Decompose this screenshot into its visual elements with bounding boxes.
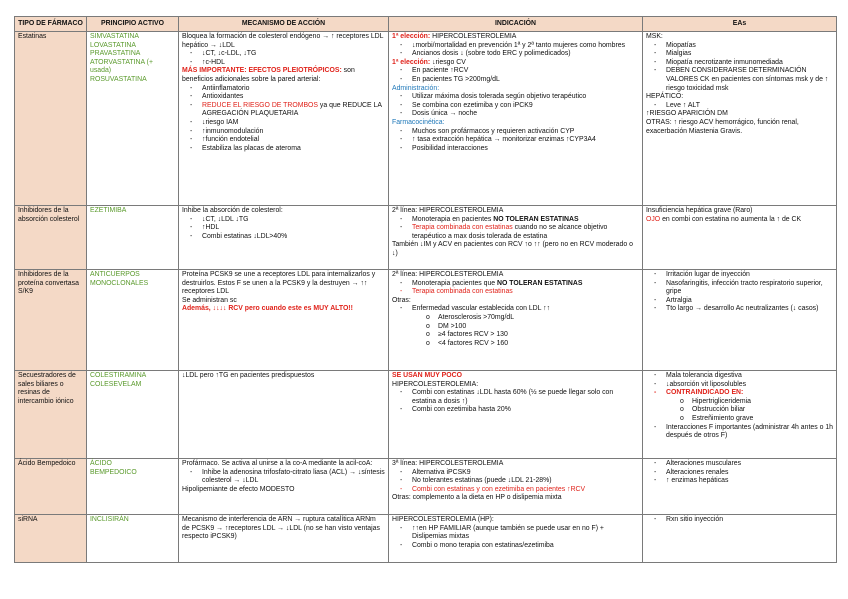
cell-tipo-pcsk9: Inhibidores de la proteína convertasa S/K9	[15, 270, 87, 371]
drug-name: COLESTIRAMINA	[90, 372, 147, 379]
list-item	[392, 216, 639, 225]
mecanismo-text: Proteína PCSK9 se une a receptores LDL para internalizarlos y destruirlos. Estos F se unen a la PCSK9 y la destruyen → ↑↑ receptores LDL	[182, 271, 376, 296]
drug-name: ÁCIDO	[90, 460, 112, 467]
eas-section-label: MSK:	[646, 33, 663, 40]
hypolipidemic-drugs-table	[14, 16, 837, 563]
mecanismo-intro: Inhibe la absorción de colesterol:	[182, 207, 283, 214]
list-item: - Inhibe la adenosina trifosfato-citrato liasa (ACL) → ↓síntesis colesterol → ↓LDL	[182, 469, 385, 486]
sub-list-item: o DM >100	[392, 323, 639, 332]
list-item: - Posibilidad interacciones	[392, 145, 639, 154]
list-item: - ↑c-HDL	[182, 59, 385, 68]
list-item: - Mala tolerancia digestiva	[646, 372, 833, 381]
eas-note-text: en combi con estatina no aumenta la ↑ de CK	[660, 215, 802, 223]
row-absorcion	[15, 206, 837, 270]
list-item: - ↑función endotelial	[182, 136, 385, 145]
indication-title: 2ª línea: HIPERCOLESTEROLEMIA	[392, 271, 504, 278]
indication-list	[392, 280, 639, 297]
cell-mecanismo-sirna: Mecanismo de interferencia de ARN → ruptura catalítica ARNm de PCSK9 → ↑receptores LDL → ↓LDL (no se han visto ventajas respecto iPCSK9)	[179, 515, 389, 563]
indication-heading	[392, 33, 639, 42]
eas-text: Insuficiencia hepática grave (Raro)	[646, 207, 753, 214]
list-item: - Muchos son profármacos y requieren activación CYP	[392, 128, 639, 137]
mecanismo-summary: Hipolipemiante de efecto MODESTO	[182, 485, 295, 493]
list-item: - ↓riesgo IAM	[182, 119, 385, 128]
eas-list	[646, 372, 833, 441]
list-item: - Miopatía necrotizante inmunomediada	[646, 59, 833, 68]
cell-eas-estatinas	[643, 32, 837, 206]
cell-mecanismo-estatinas	[179, 32, 389, 206]
list-item: - Alteraciones musculares	[646, 460, 833, 469]
list-item-text: cuando no se alcance objetivo terapéutico a max dosis tolerada de estatina	[412, 224, 608, 240]
drug-table-page	[14, 16, 836, 563]
eas-note	[646, 216, 833, 225]
list-item: - Alteraciones renales	[646, 469, 833, 478]
indication-other-label: Otras:	[392, 296, 411, 304]
eas-list	[646, 42, 833, 94]
list-item: - CONTRAINDICADO EN:	[646, 389, 833, 398]
eas-other: OTRAS: ↑ riesgo ACV hemorrágico, función renal, exacerbación Miastenia Gravis.	[646, 118, 799, 135]
sub-list-item: o Hipertrigliceridemia	[646, 398, 833, 407]
list-item: - Antiinflamatorio	[182, 85, 385, 94]
cell-tipo-sirna: siRNA	[15, 515, 87, 563]
drug-name: COLESEVELAM	[90, 380, 142, 388]
list-item: - Combi o mono terapia con estatinas/ezetimiba	[392, 542, 639, 551]
list-item: - En pacientes TG >200mg/dL	[392, 76, 639, 85]
list-item-text: Monoterapia en pacientes	[412, 215, 494, 223]
pleiotropic-list	[182, 85, 385, 154]
list-item: - Combi con ezetimiba hasta 20%	[392, 406, 639, 415]
list-item	[392, 280, 639, 289]
pharmacokinetics-list	[392, 128, 639, 154]
cell-indicacion-absorcion	[389, 206, 643, 270]
list-item: - Interacciones F importantes (administrar 4h antes o 1h después de otros F)	[646, 424, 833, 441]
eas-list	[646, 460, 833, 486]
list-item	[182, 102, 385, 119]
pharmacokinetics-label: Farmacocinética:	[392, 118, 445, 126]
indication-list	[392, 305, 639, 348]
cell-principio-pcsk9: ANTICUERPOS MONOCLONALES	[87, 270, 179, 371]
first-choice-label: 1ª elección:	[392, 33, 431, 40]
header-tipo: TIPO DE FÁRMACO	[15, 17, 87, 32]
cell-indicacion-sirna	[389, 515, 643, 563]
cell-mecanismo-bempedoico	[179, 459, 389, 515]
mecanismo-list	[182, 469, 385, 486]
list-item: - ↓absorción vit liposolubles	[646, 381, 833, 390]
list-item: - Mialgias	[646, 50, 833, 59]
cell-tipo-absorcion: Inhibidores de la absorción colesterol	[15, 206, 87, 270]
indication-list	[392, 469, 639, 495]
list-item: - Miopatías	[646, 42, 833, 51]
list-item: - ↑ tasa extracción hepática → monitorizar enzimas ↑CYP3A4	[392, 136, 639, 145]
highlight-bold: NO TOLERAN ESTATINAS	[497, 279, 583, 287]
indication-list	[392, 216, 639, 242]
list-item-text: ya que REDUCE LA AGREGACIÓN PLAQUETARIA	[202, 101, 382, 118]
eas-list	[646, 102, 833, 111]
sub-list-item: o ≥4 factores RCV > 130	[392, 331, 639, 340]
pleiotropic-effects	[182, 67, 385, 84]
sub-list-item: o Estreñimiento grave	[646, 415, 833, 424]
cell-tipo-secuestradores: Secuestradores de sales biliares o resinas de intercambio iónico	[15, 371, 87, 459]
cell-principio-absorcion: EZETIMIBA	[87, 206, 179, 270]
list-item: - Artralgia	[646, 297, 833, 306]
cell-eas-secuestradores	[643, 371, 837, 459]
indication-title: 2ª línea: HIPERCOLESTEROLEMIA	[392, 207, 504, 214]
pleiotropic-title: MÁS IMPORTANTE: EFECTOS PLEIOTRÓPICOS:	[182, 67, 342, 75]
list-item: - ↓morbi/mortalidad en prevención 1ª y 2ª tanto mujeres como hombres	[392, 42, 639, 51]
list-item: - No tolerantes estatinas (puede ↓LDL 21-28%)	[392, 477, 639, 486]
mecanismo-list	[182, 50, 385, 67]
header-mecanismo: MECANISMO DE ACCIÓN	[179, 17, 389, 32]
indication-title: ↓riesgo CV	[430, 58, 466, 66]
cell-tipo-bempedoico: Ácido Bempedoico	[15, 459, 87, 515]
list-item: - Tto largo → desarrollo Ac neutralizantes (↓ casos)	[646, 305, 833, 314]
list-item: - Combi estatinas ↓LDL>40%	[182, 233, 385, 242]
indication-heading	[392, 59, 639, 68]
cell-mecanismo-absorcion	[179, 206, 389, 270]
row-secuestradores	[15, 371, 837, 459]
cell-mecanismo-pcsk9	[179, 270, 389, 371]
cell-indicacion-bempedoico	[389, 459, 643, 515]
cell-principio-secuestradores	[87, 371, 179, 459]
cell-eas-absorcion	[643, 206, 837, 270]
header-eas: EAs	[643, 17, 837, 32]
list-item: - Estabiliza las placas de ateroma	[182, 145, 385, 154]
header-indicacion: INDICACIÓN	[389, 17, 643, 32]
list-item: - DEBEN CONSIDERARSE DETERMINACIÓN VALORES CK en pacientes con síntomas msk y de ↑ riesgo toxicidad msk	[646, 67, 833, 93]
highlight-bold: NO TOLERAN ESTATINAS	[493, 215, 579, 223]
indication-title: HIPERCOLESTEROLEMIA (HP):	[392, 516, 494, 523]
list-item-text: Monoterapia pacientes que	[412, 279, 498, 287]
list-item: - Ancianos dosis ↓ (sobre todo ERC y polimedicados)	[392, 50, 639, 59]
indication-list	[392, 389, 639, 415]
cell-mecanismo-secuestradores: ↓LDL pero ↑TG en pacientes predispuestos	[179, 371, 389, 459]
list-item: - Se combina con ezetimiba y con iPCK9	[392, 102, 639, 111]
indication-alert: SE USAN MUY POCO	[392, 372, 462, 379]
drug-name: BEMPEDOICO	[90, 468, 137, 476]
mecanismo-admin: Se administran sc	[182, 296, 237, 304]
cell-eas-bempedoico	[643, 459, 837, 515]
list-item: - En paciente ↑RCV	[392, 67, 639, 76]
list-item: - Combi con estatinas ↓LDL hasta 60% (½ se puede llegar solo con estatina a dosis ↑)	[392, 389, 639, 406]
indication-title: HIPERCOLESTEROLEMIA	[430, 33, 517, 40]
sub-list-item: o Obstrucción biliar	[646, 406, 833, 415]
indication-list	[392, 67, 639, 84]
row-bempedoico	[15, 459, 837, 515]
ojo-label: OJO	[646, 215, 661, 223]
row-sirna	[15, 515, 837, 563]
drug-name: ATORVASTATINA (+ usada)	[90, 58, 153, 75]
cell-indicacion-estatinas	[389, 32, 643, 206]
pleiotropic-text: son beneficios adicionales sobre la pared arterial:	[182, 67, 355, 83]
mecanismo-list	[182, 216, 385, 242]
list-item: - Nasofaringitis, infección tracto respiratorio superior, gripe	[646, 280, 833, 297]
indication-title: 3ª línea: HIPERCOLESTEROLEMIA	[392, 460, 504, 467]
cell-tipo-estatinas: Estatinas	[15, 32, 87, 206]
drug-name: PRAVASTATINA	[90, 50, 141, 58]
list-item: - Rxn sitio inyección	[646, 516, 833, 525]
drug-name: ROSUVASTATINA	[90, 75, 147, 83]
indication-title: HIPERCOLESTEROLEMIA:	[392, 380, 479, 388]
list-item	[392, 224, 639, 241]
eas-section-label: HEPÁTICO:	[646, 93, 684, 101]
list-item: - Terapia combinada con estatinas	[392, 288, 639, 297]
mecanismo-intro: Profármaco. Se activa al unirse a la co-A mediante la acil-coA:	[182, 460, 373, 467]
administration-list	[392, 93, 639, 119]
list-item: - Enfermedad vascular establecida con LDL ↑↑	[392, 305, 639, 314]
list-item: - Dosis única → noche	[392, 110, 639, 119]
row-pcsk9	[15, 270, 837, 371]
header-principio: PRINCIPIO ACTIVO	[87, 17, 179, 32]
cell-eas-pcsk9	[643, 270, 837, 371]
cell-principio-bempedoico	[87, 459, 179, 515]
indication-list	[392, 42, 639, 59]
header-row	[15, 17, 837, 32]
indication-list	[392, 525, 639, 551]
list-item: - Irritación lugar de inyección	[646, 271, 833, 280]
list-item: - Antioxidantes	[182, 93, 385, 102]
list-item: - Utilizar máxima dosis tolerada según objetivo terapéutico	[392, 93, 639, 102]
cell-indicacion-secuestradores	[389, 371, 643, 459]
cell-principio-sirna: INCLISIRÁN	[87, 515, 179, 563]
drug-name: LOVASTATINA	[90, 41, 136, 49]
list-item: - ↑↑en HP FAMILIAR (aunque también se puede usar en no F) + Dislipemias mixtas	[392, 525, 639, 542]
list-item: - ↓CT, ↓c-LDL, ↓TG	[182, 50, 385, 59]
list-item: - ↑inmunomodulación	[182, 128, 385, 137]
indication-other: Otras: complemento a la dieta en HP o dislipemia mixta	[392, 494, 562, 502]
list-item: - Combi con estatinas y con ezetimiba en pacientes ↑RCV	[392, 486, 639, 495]
list-item: - Leve ↑ ALT	[646, 102, 833, 111]
mecanismo-intro: Bloquea la formación de colesterol endógeno → ↑ receptores LDL hepático → ↓LDL	[182, 33, 384, 49]
eas-list	[646, 271, 833, 314]
eas-dm-risk: ↑RIESGO APARICIÓN DM	[646, 110, 728, 118]
row-estatinas	[15, 32, 837, 206]
cell-eas-sirna	[643, 515, 837, 563]
cell-indicacion-pcsk9	[389, 270, 643, 371]
list-item: - Alternativa iPCSK9	[392, 469, 639, 478]
cell-principio-estatinas	[87, 32, 179, 206]
sub-list-item: o <4 factores RCV > 160	[392, 340, 639, 349]
highlight-red: Terapia combinada con estatinas	[412, 224, 513, 232]
highlight-red: REDUCE EL RIESGO DE TROMBOS	[202, 101, 319, 109]
mecanismo-alert: Además, ↓↓↓↓ RCV pero cuando este es MUY ALTO!!	[182, 305, 353, 313]
list-item: - ↑ enzimas hepáticas	[646, 477, 833, 486]
administration-label: Administración:	[392, 84, 440, 92]
indication-extra: También ↓IM y ACV en pacientes con RCV ↑o ↑↑ (pero no en RCV moderado o ↓)	[392, 241, 633, 257]
list-item: - ↓CT, ↓LDL ↓TG	[182, 216, 385, 225]
first-choice-label: 1ª elección:	[392, 58, 431, 66]
drug-name: SIMVASTATINA	[90, 33, 140, 40]
list-item: - ↑HDL	[182, 224, 385, 233]
eas-list	[646, 516, 833, 525]
sub-list-item: o Aterosclerosis >70mg/dL	[392, 314, 639, 323]
